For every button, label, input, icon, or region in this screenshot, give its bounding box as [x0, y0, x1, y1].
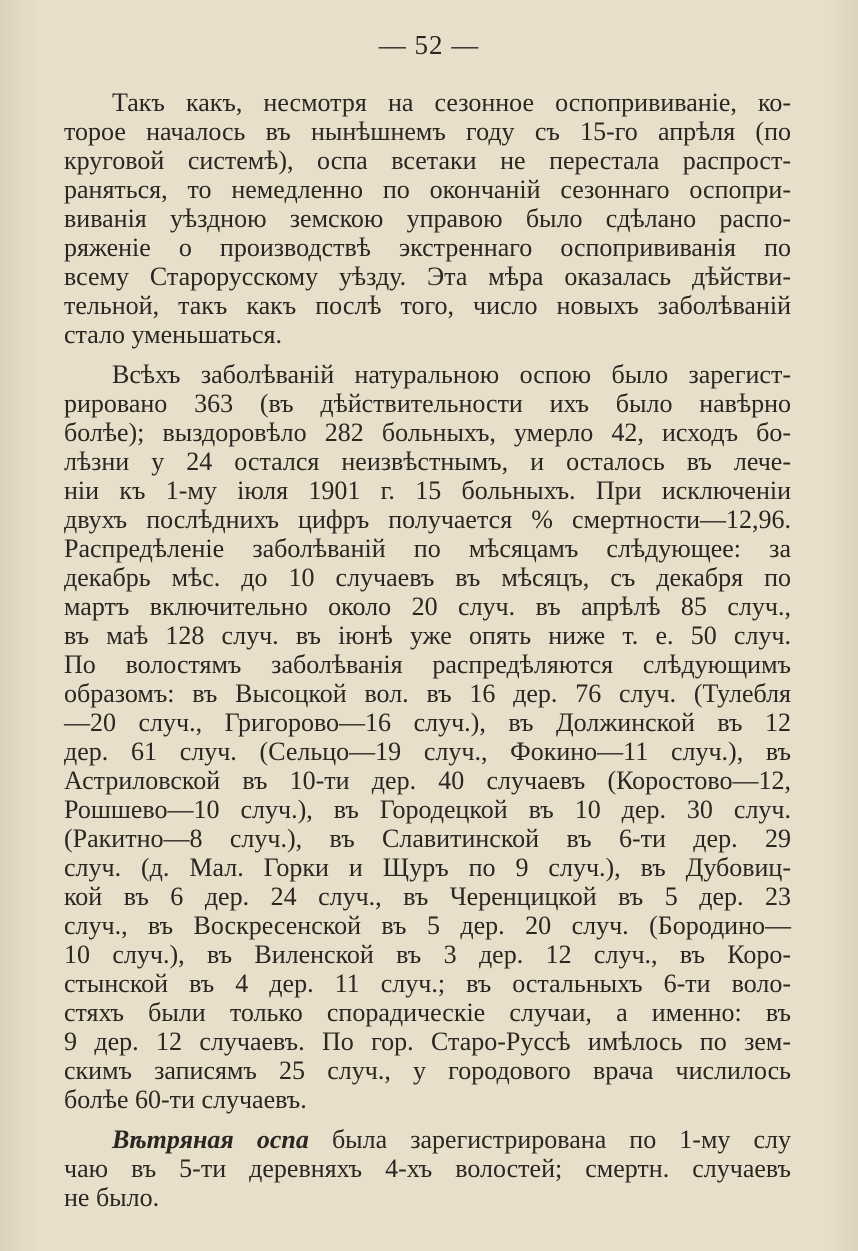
text-line: двухъ послѣднихъ цифръ получается % смертности—12,96.	[64, 505, 791, 534]
text-line: мартъ включительно около 20 случ. въ апрѣлѣ 85 случ.,	[64, 592, 791, 621]
text-line: стынской въ 4 дер. 11 случ.; въ остальныхъ 6-ти воло-	[64, 969, 791, 998]
text-line: виванія уѣздною земскою управою было сдѣлано распо-	[64, 204, 791, 233]
text-line: Астриловской въ 10-ти дер. 40 случаевъ (Коростово—12,	[64, 766, 791, 795]
text-line: образомъ: въ Высоцкой вол. въ 16 дер. 76 случ. (Тулебля	[64, 679, 791, 708]
text-line: стало уменьшаться.	[64, 320, 282, 349]
text-line: кой въ 6 дер. 24 случ., въ Черенцицкой въ 5 дер. 23	[64, 882, 791, 911]
text-line: Распредѣленіе заболѣваній по мѣсяцамъ слѣдующее: за	[64, 534, 791, 563]
text-line: лѣзни у 24 остался неизвѣстнымъ, и осталось въ лече-	[64, 447, 791, 476]
text-line: болѣе); выздоровѣло 282 больныхъ, умерло 42, исходъ бо-	[64, 418, 791, 447]
text-line: ніи къ 1-му іюля 1901 г. 15 больныхъ. При исключеніи	[64, 476, 791, 505]
text-line: случ., въ Воскресенской въ 5 дер. 20 случ. (Бородино—	[64, 911, 791, 940]
text-line: въ маѣ 128 случ. въ іюнѣ уже опять ниже т. е. 50 случ.	[64, 621, 791, 650]
text-line: Всѣхъ заболѣваній натуральною оспою было зарегист-	[112, 360, 791, 389]
text-line: случ. (д. Мал. Горки и Щуръ по 9 случ.), въ Дубовиц-	[64, 853, 791, 882]
text-line: (Ракитно—8 случ.), въ Славитинской въ 6-ти дер. 29	[64, 824, 791, 853]
text-line: стяхъ были только спорадическіе случаи, а именно: въ	[64, 998, 791, 1027]
text-line	[112, 1125, 791, 1155]
text-line: —20 случ., Григорово—16 случ.), въ Должинской въ 12	[64, 708, 791, 737]
text-line: дер. 61 случ. (Сельцо—19 случ., Фокино—11 случ.), въ	[64, 737, 791, 766]
text-line: Рошшево—10 случ.), въ Городецкой въ 10 дер. 30 случ.	[64, 795, 791, 824]
text-line: 9 дер. 12 случаевъ. По гор. Старо-Руссѣ имѣлось по зем-	[64, 1027, 791, 1056]
text-line: ряженіе о производствѣ экстреннаго оспопрививанія по	[64, 233, 791, 262]
text-line: всему Старорусскому уѣзду. Эта мѣра оказалась дѣйстви-	[64, 262, 791, 291]
text-line: чаю въ 5-ти деревняхъ 4-хъ волостей; смертн. случаевъ	[64, 1154, 791, 1183]
text-line: По волостямъ заболѣванія распредѣляются слѣдующимъ	[64, 650, 791, 679]
text-line: тельной, такъ какъ послѣ того, число новыхъ заболѣваній	[64, 291, 791, 320]
page-number: — 52 —	[378, 30, 480, 60]
italic-term: Вѣтряная оспа	[112, 1125, 309, 1154]
text-line: скимъ записямъ 25 случ., у городового врача числилось	[64, 1056, 791, 1085]
text-line: рировано 363 (въ дѣйствительности ихъ было навѣрно	[64, 389, 791, 418]
text-segment: была зарегистрирована по 1-му слу	[308, 1125, 791, 1154]
text-line: болѣе 60-ти случаевъ.	[64, 1085, 307, 1114]
text-line: круговой системѣ), оспа всетаки не перестала распрост-	[64, 146, 791, 175]
text-line: торое началось въ нынѣшнемъ году съ 15-го апрѣля (по	[64, 117, 791, 146]
text-line: не было.	[64, 1183, 160, 1212]
text-line: 10 случ.), въ Виленской въ 3 дер. 12 случ., въ Коро-	[64, 940, 791, 969]
text-line: декабрь мѣс. до 10 случаевъ въ мѣсяцъ, съ декабря по	[64, 563, 791, 592]
text-line: раняться, то немедленно по окончаній сезоннаго оспопри-	[64, 175, 791, 204]
text-line: Такъ какъ, несмотря на сезонное оспопрививаніе, ко-	[112, 88, 791, 117]
